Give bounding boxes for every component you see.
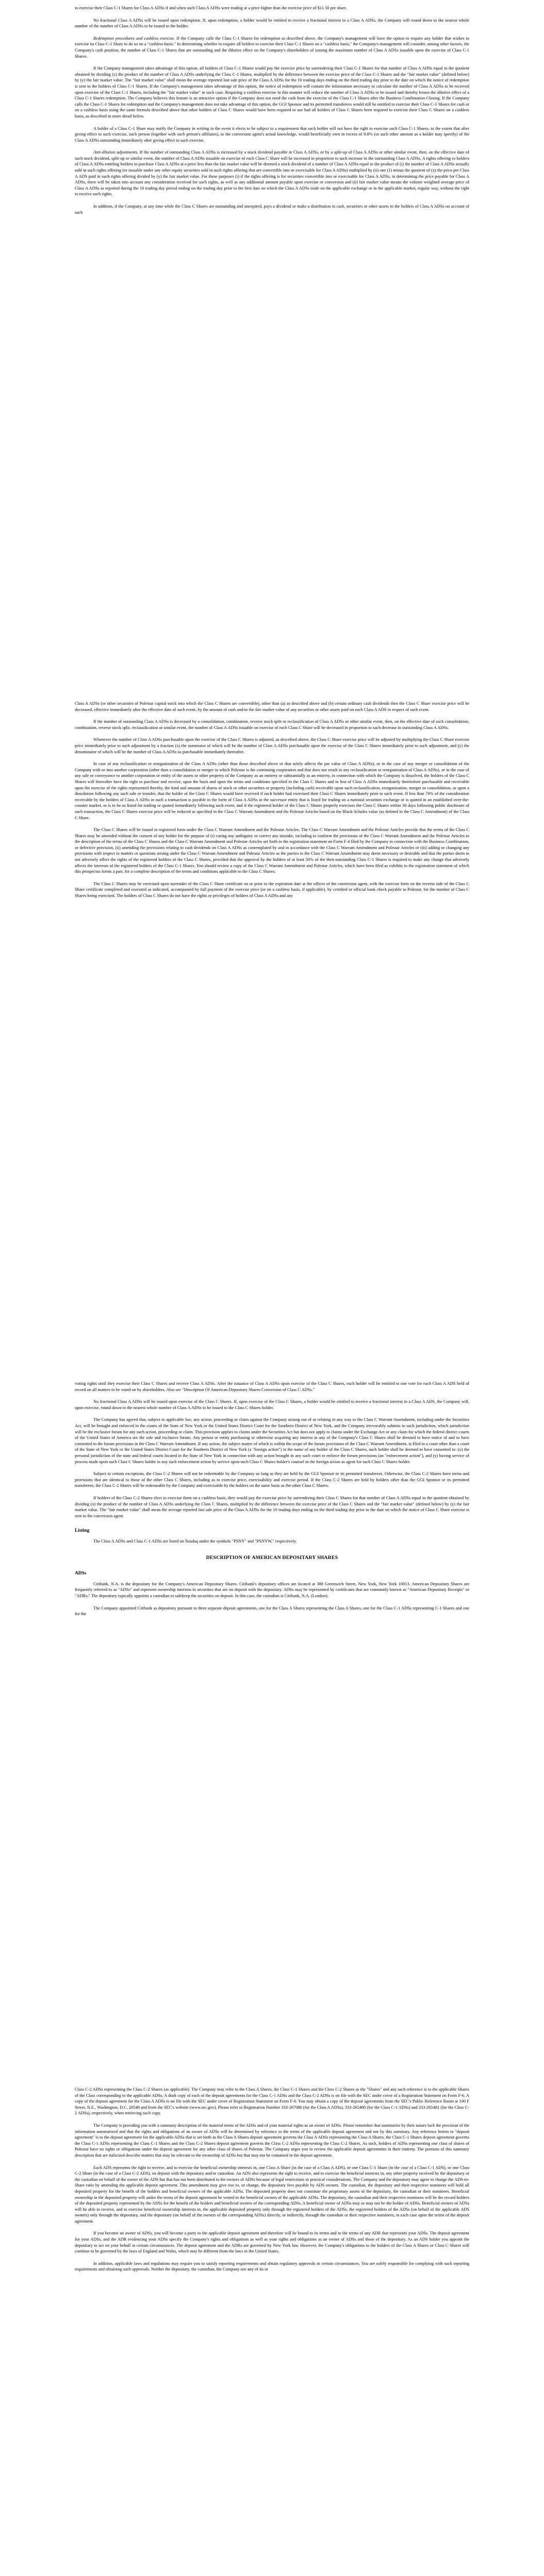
paragraph: The Class C Shares will be issued in registered form under the Class C Warrant Amendment and the Polestar Articles. The Class C Warrant Amendment and the Polestar Articles provide that the terms of the Class C Shares may be amended without the consent of any holder for the purpose of (i) curing any ambiguity or correct any mistake, including to conform the provisions of the Class C Warrant Amendment and the Polestar Articles to the description of the terms of the Class C Shares and the Class C Warrant Amendment and Polestar Articles set forth in the registration statement on Form F-4 filed by the Company in connection with the Business Combination, or defective provision, (ii) amending the provisions relating to cash dividends on Class A ADSs as contemplated by and in accordance with the Class C Warrant Amendment and Polestar Articles or (iii) adding or changing any provisions with respect to matters or questions arising under the Class C Warrant Amendment and Polestar Articles as the parties to the Class C Warrant Amendment may deem necessary or desirable and that the parties deem to not adversely affect the rights of the registered holders of the Class C Shares, provided that the approval by the holders of at least 50% of the then-outstanding Class C-1 Shares is required to make any change that adversely affects the interests of the registered holders of the Class C-1 Shares. You should review a copy of the Class C Warrant Amendment and Polestar Articles, which have been filed as exhibits to the registration statement of which this prospectus forms a part, for a complete description of the terms and conditions applicable to the Class C Shares.	[75, 827, 469, 874]
paragraph: Each ADS represents the right to receive, and to exercise the beneficial ownership interests in, one Class A Share (in the case of a Class A ADS), or one Class C-1 Share (in the case of a Class C-1 ADS), or one Class C-2 Share (in the case of a Class C-2 ADS), on deposit with the depositary and/or custodian. An ADS also represents the right to receive, and to exercise the beneficial interests in, any other property received by the depositary or the custodian on behalf of the owner of the ADS but that has not been distributed to the owners of ADSs because of legal restrictions or practical considerations. The Company and the depositary may agree to change the ADS-to-Share ratio by amending the applicable deposit agreement. This amendment may give rise to, or change, the depositary fees payable by ADS owners. The custodian, the depositary and their respective nominees will hold all deposited property for the benefit of the holders and beneficial owners of the applicable ADSs. The deposited property does not constitute the proprietary assets of the depositary, the custodian or their nominees. Beneficial ownership in the deposited property will under the terms of the deposit agreement be vested in the beneficial owners of the applicable ADSs. The depositary, the custodian and their respective nominees will be the record holders of the deposited property represented by the ADSs for the benefit of the holders and beneficial owners of the corresponding ADSs. A beneficial owner of ADSs may or may not be the holder of ADSs. Beneficial owners of ADSs will be able to receive, and to exercise beneficial ownership interests in, the applicable deposited property only through the registered holders of the ADSs, the registered holders of the ADSs (on behalf of the applicable ADS owners) only through the depositary, and the depositary (on behalf of the owners of the corresponding ADSs) directly, or indirectly, through the custodian or their respective nominees, in each case upon the terms of the deposit agreement.	[75, 2165, 469, 2224]
paragraph: If you become an owner of ADSs, you will become a party to the applicable deposit agreement and therefore will be bound to its terms and to the terms of any ADR that represents your ADSs. The deposit agreement for your ADSs, and the ADR evidencing your ADSs specify the Company's rights and obligations as well as your rights and obligations as an owner of ADSs and those of the depositary. As an ADS holder you appoint the depositary to act on your behalf in certain circumstances. The deposit agreement and the ADRs are governed by New York law. However, the Company's obligations to the holders of the Class A Shares or Class C Shares will continue to be governed by the laws of England and Wales, which may be different from the laws in the United States.	[75, 2231, 469, 2254]
paragraph: In case of any reclassification or reorganization of the Class A ADSs (other than those described above or that solely affects the par value of Class A ADSs), or in the case of any merger or consolidation of the Company with or into another corporation (other than a consolidation or merger in which Polestar is the continuing corporation and that does not result in any reclassification or reorganization of Class A ADSs), or in the case of any sale or conveyance to another corporation or entity of the assets or other property of the Company as an entirety or substantially as an entirety, in connection with which the Company is dissolved, the holders of the Class C Shares will thereafter have the right to purchase and receive, upon the basis and upon the terms and conditions specified in the Class C Shares and in lieu of Class A ADSs immediately theretofore purchasable and receivable upon the exercise of the rights represented thereby, the kind and amount of shares of stock or other securities or property (including cash) receivable upon such reclassification, reorganization, merger or consolidation, or upon a dissolution following any such sale or transfer, that the holder of the Class C Shares would have received if such holder had exercised their Class C Shares immediately prior to such event. If less than 70% of the consideration receivable by the holders of Class A ADSs in such a transaction is payable in the form of Class A ADSs in the successor entity that is listed for trading on a national securities exchange or is quoted in an established over-the-counter market, or is to be so listed for trading or quoted immediately following such event, and if the registered holder of the Class C Shares properly exercises the Class C Shares within 30 days following public disclosure of such transaction, the Class C Shares exercise price will be reduced as specified in the Class C Warrant Amendment and the Polestar Articles based on the Black-Scholes value (as defined in the Class C Amendment) of the Class C Share.	[75, 761, 469, 820]
paragraph: A holder of a Class C-1 Share may notify the Company in writing in the event it elects to be subject to a requirement that such holder will not have the right to exercise such Class C-1 Shares, to the extent that after giving effect to such exercise, such person (together with such person's affiliates), to the conversion agent's actual knowledge, would beneficially own in excess of 9.8% (or such other amount as a holder may specify) of the Class A ADSs outstanding immediately after giving effect to such exercise.	[75, 126, 469, 143]
paragraph-lead: Anti-dilution adjustments.	[93, 150, 139, 155]
paragraph: voting rights until they exercise their Class C Shares and receive Class A ADSs. After the issuance of Class A ADSs upon exercise of the Class C Shares, each holder will be entitled to one vote for each Class A ADS held of record on all matters to be voted on by shareholders. Also see "Description Of American Depositary Shares-Conversion of Class C ADSs."	[75, 1381, 469, 1392]
paragraph: Class C-2 ADSs representing the Class C-2 Shares (as applicable). The Company may refer to the Class A Shares, the Class C-1 Shares and the Class C-2 Shares as the "Shares" and any such reference is to the applicable Shares of the Class corresponding to the applicable ADSs. A draft copy of each of the deposit agreements for the Class C-1 ADSs and the Class C-2 ADSs is on file with the SEC under cover of a Registration Statement on Form F-6. A copy of the deposit agreement for the Class A ADSs is on file with the SEC under cover of Registration Statement on Form F-6. You may obtain a copy of the deposit agreements from the SEC's Public Reference Room at 100 F Street, N.E., Washington, D.C. 20549 and from the SEC's website (www.sec.gov). Please refer to Registration Number 333-267086 (for the Class A ADSs), 333-265480 (for the Class C-1 ADSs) and 333-265481 (for the Class C-2 ADSs), respectively, when retrieving such copy.	[75, 2087, 469, 2116]
page-segment-1	[75, 5, 469, 215]
paragraph: The Class C Shares may be exercised upon surrender of the Class C Share certificate on or prior to the expiration date at the offices of the conversion agent, with the exercise form on the reverse side of the Class C Share certificate completed and executed as indicated, accompanied by full payment of the exercise price (or on a cashless basis, if applicable), by certified or official bank check payable to Polestar, for the number of Class C Shares being exercised. The holders of Class C Shares do not have the rights or privileges of holders of Class A ADSs and any	[75, 881, 469, 899]
paragraph: The Class A ADSs and Class C-1 ADSs are listed on Nasdaq under the symbols "PSNY" and "PSNYW," respectively.	[93, 1539, 297, 1544]
paragraph: No fractional Class A ADSs will be issued upon redemption. If, upon redemption, a holder would be entitled to receive a fractional interest in a Class A ADSs, the Company will round down to the nearest whole number of the number of Class A ADSs to be issued to the holder.	[75, 18, 469, 29]
section-heading-listing: Listing	[75, 1528, 90, 1534]
paragraph	[75, 36, 469, 59]
paragraph: In addition, applicable laws and regulations may require you to satisfy reporting requirements and obtain regulatory approvals in certain circumstances. You are solely responsible for complying with such reporting requirements and obtaining such approvals. Neither the depositary, the custodian, the Company nor any of its or	[75, 2261, 469, 2272]
paragraph-lead: Redemption procedures and cashless exercise.	[93, 36, 175, 41]
page-segment-4	[75, 2087, 469, 2273]
page-segment-2	[75, 701, 469, 899]
paragraph: Citibank, N.A. is the depositary for the Company's American Depositary Shares. Citibank's depositary offices are located at 388 Greenwich Street, New York, New York 10013. American Depositary Shares are frequently referred to as "ADSs" and represent ownership interests in securities that are on deposit with the depositary. ADSs may be represented by certificates that are commonly known as "American Depositary Receipts" or "ADRs." The depositary typically appoints a custodian to safekeep the securities on deposit. In this case, the custodian is Citibank, N.A. (London).	[75, 1581, 469, 1599]
paragraph: If the number of outstanding Class A ADSs is decreased by a consolidation, combination, reverse stock split or reclassification of Class A ADSs or other similar event, then, on the effective date of such consolidation, combination, reverse stock split, reclassification or similar event, the number of Class A ADSs issuable on exercise of each Class C Share will be decreased in proportion to such decrease in outstanding Class A ADSs.	[75, 719, 469, 730]
page-segment-3	[75, 1381, 469, 1617]
paragraph: Class A ADSs (or other securities of Polestar capital stock into which the Class C Shares are convertible), other than (a) as described above and (b) certain ordinary cash dividends then the Class C Share exercise price will be decreased, effective immediately after the effective date of such event, by the amount of cash and/or the fair market value of any securities or other assets paid on each Class A ADS in respect of such event.	[75, 701, 469, 712]
paragraph-body: If the number of outstanding Class A ADSs is increased by a stock dividend payable in Class A ADSs, or by a split-up of Class A ADSs or other similar event, then, on the effective date of such stock dividend, split-up or similar event, the number of Class A ADSs issuable on exercise of each Class C Share will be increased in proportion to such increase in the outstanding Class A ADSs. A rights offering to holders of Class A ADSs entitling holders to purchase Class A ADSs at a price less than the fair market value will be deemed a stock dividend of a number of Class A ADSs equal to the product of (i) the number of Class A ADSs actually sold in such rights offering (or issuable under any other equity securities sold in such rights offering that are convertible into or exercisable for Class A ADSs) multiplied by (ii) one (1) minus the quotient of (x) the price per Class A ADS paid in such rights offering divided by (y) the fair market value. For these purposes (i) if the rights offering is for securities convertible into or exercisable for Class A ADSs, in determining the price payable for Class A ADSs, there will be taken into account any consideration received for such rights, as well as any additional amount payable upon exercise or conversion and (ii) fair market value means the volume weighted average price of Class A ADSs as reported during the 10 trading day period ending on the trading day prior to the first date on which the Class A ADSs trade on the applicable exchange or in the applicable market, regular way, without the right to receive such rights.	[75, 150, 469, 197]
paragraph: If the Company management takes advantage of this option, all holders of Class C-1 Shares would pay the exercise price by surrendering their Class C-1 Shares for that number of Class A ADSs equal to the quotient obtained by dividing (x) the product of the number of Class A ADSs underlying the Class C-1 Shares, multiplied by the difference between the exercise price of the Class C-1 Shares and the "fair market value" (defined below) by (y) the fair market value. The "fair market value" shall mean the average reported last sale price of the Class A ADSs for the 10 trading days ending on the third trading day prior to the date on which the notice of redemption is sent to the holders of Class C-1 Shares. If the Company's management takes advantage of this option, the notice of redemption will contain the information necessary to calculate the number of Class A ADSs to be received upon exercise of the Class C-1 Shares, including the "fair market value" in such case. Requiring a cashless exercise in this manner will reduce the number of Class A ADSs to be issued and thereby lessen the dilutive effect of a Class C-1 Shares redemption. The Company believes this feature is an attractive option if the Company does not need the cash from the exercise of the Class C-1 Shares after the Business Combination Closing. If the Company calls the Class C-1 Shares for redemption and the Company's management does not take advantage of this option, the GGI Sponsor and its permitted transferees would still be entitled to exercise their Class C-1 Shares for cash or on a cashless basis using the same formula described above that other holders of Class C Shares would have been required to use had all holders of Class C Shares been required to exercise their Class C Shares on a cashless basis, as described in more detail below.	[75, 66, 469, 118]
paragraph: In addition, if the Company, at any time while the Class C Shares are outstanding and unexpired, pays a dividend or make a distribution in cash, securities or other assets to the holders of Class A ADSs on account of such	[75, 204, 469, 215]
section-heading-adss: ADSs	[75, 1570, 87, 1576]
paragraph: Whenever the number of Class A ADSs purchasable upon the exercise of the Class C Shares is adjusted, as described above, the Class C Share exercise price will be adjusted by multiplying the Class C Share exercise price immediately prior to such adjustment by a fraction (x) the numerator of which will be the number of Class A ADSs purchasable upon the exercise of the Class C Shares immediately prior to such adjustment, and (y) the denominator of which will be the number of Class A ADSs so purchasable immediately thereafter.	[75, 737, 469, 754]
paragraph: No fractional Class A ADSs will be issued upon exercise of the Class C Shares. If, upon exercise of the Class C Shares, a holder would be entitled to receive a fractional interest in a Class A ADS, the Company will, upon exercise, round down to the nearest whole number of Class A ADSs to be issued to the Class C Shares holder.	[75, 1399, 469, 1410]
paragraph: The Company is providing you with a summary description of the material terms of the ADSs and of your material rights as an owner of ADSs. Please remember that summaries by their nature lack the precision of the information summarized and that the rights and obligations of an owner of ADSs will be determined by reference to the terms of the applicable deposit agreement and not by this summary. Any reference herein to "deposit agreement" is to the deposit agreement for the applicable ADSs that is set forth in the Class A Shares deposit agreement governs the Class A ADSs representing the Class A Shares, the Class C-1 Shares deposit agreement governs the Class C-1 ADSs representing the Class C-1 Shares and the Class C-2 Shares deposit agreement governs the Class C-2 ADSs representing the Class C-2 Shares. As such, holders of ADSs representing one class of shares of Polestar have no rights or obligations under the deposit agreement for any other class of shares of Polestar. The Company urges you to review the applicable deposit agreements in their entirety. The portions of this summary description that are italicized describe matters that may be relevant to the ownership of ADSs but that may not be contained in the deposit agreement.	[75, 2123, 469, 2158]
paragraph: If holders of the Class C-2 Shares elect to exercise them on a cashless basis, they would pay the exercise price by surrendering their Class C Shares for that number of Class A ADSs equal to the quotient obtained by dividing (x) the product of the number of Class A ADSs underlying the Class C Shares, multiplied by the difference between the exercise price of the Class C Shares and the "fair market value" (defined below) by (y) the fair market value. The "fair market value" shall mean the average reported last sale price of the Class A ADSs for the 10 trading days ending on the third trading day prior to the date on which the notice of Class C Share exercise is sent to the conversion agent.	[75, 1495, 469, 1518]
paragraph: to exercise their Class C-1 Shares for Class A ADSs if and when such Class A ADSs were trading at a price higher than the exercise price of $11.50 per share.	[75, 6, 348, 10]
paragraph-body: If the Company calls the Class C-1 Shares for redemption as described above, the Company's management will have the option to require any holder that wishes to exercise its Class C-1 Share to do so on a "cashless basis." In determining whether to require all holders to exercise their Class C-1 Shares on a "cashless basis," the Company's management will consider, among other factors, the Company's cash position, the number of Class C-1 Shares that are outstanding and the dilutive effect on the Company's shareholders of issuing the maximum number of Class A ADSs issuable upon the exercise of Class C-1 Shares.	[75, 36, 469, 59]
main-heading: DESCRIPTION OF AMERICAN DEPOSITARY SHARES	[206, 1554, 338, 1561]
paragraph: Subject to certain exceptions, the Class C-2 Shares will not be redeemable by the Company so long as they are held by the GGI Sponsor or its permitted transferees. Otherwise, the Class C-2 Shares have terms and provisions that are identical to those of the other Class C Shares, including as to exercise price, exercisability and exercise period. If the Class C-2 Shares are held by holders other than the GGI Sponsor or its permitted transferees, the Class C-2 Shares will be redeemable by the Company and exercisable by the holders on the same basis as the other Class C Shares.	[75, 1471, 469, 1488]
paragraph: The Company has agreed that, subject to applicable law, any action, proceeding or claim against the Company arising out of or relating in any way to the Class C Warrant Amendment, including under the Securities Act, will be brought and enforced in the courts of the State of New York or the United States District Court for the Southern District of New York, and the Company irrevocably submits to such jurisdiction, which jurisdiction will be the exclusive forum for any such action, proceeding or claim. This provision applies to claims under the Securities Act but does not apply to claims under the Exchange Act or any claim for which the federal district courts of the United States of America are the sole and exclusive forum. Any person or entity purchasing or otherwise acquiring any interest in any of the Company's Class C Shares shall be deemed to have notice of and to have consented to the forum provisions in the Class C Warrant Amendment. If any action, the subject matter of which is within the scope of the forum provisions of the Class C Warrant Amendment, is filed in a court other than a court of the State of New York or the United States District Court for the Southern District of New York (a "foreign action") in the name of any holder of the Class C Shares, such holder shall be deemed to have consented to: (x) the personal jurisdiction of the state and federal courts located in the State of New York in connection with any action brought in any such court to enforce the forum provisions (an "enforcement action"), and (y) having service of process made upon such Class C Shares holder in any such enforcement action by service upon such Class C Shares holder's counsel in the foreign action as agent for such Class C Shares holder.	[75, 1417, 469, 1464]
paragraph	[75, 149, 469, 197]
paragraph: The Company appointed Citibank as depositary pursuant to three separate deposit agreements, one for the Class A Shares representing the Class A Shares, one for the Class C-1 ADSs representing C-1 Shares and one for the	[75, 1605, 469, 1617]
